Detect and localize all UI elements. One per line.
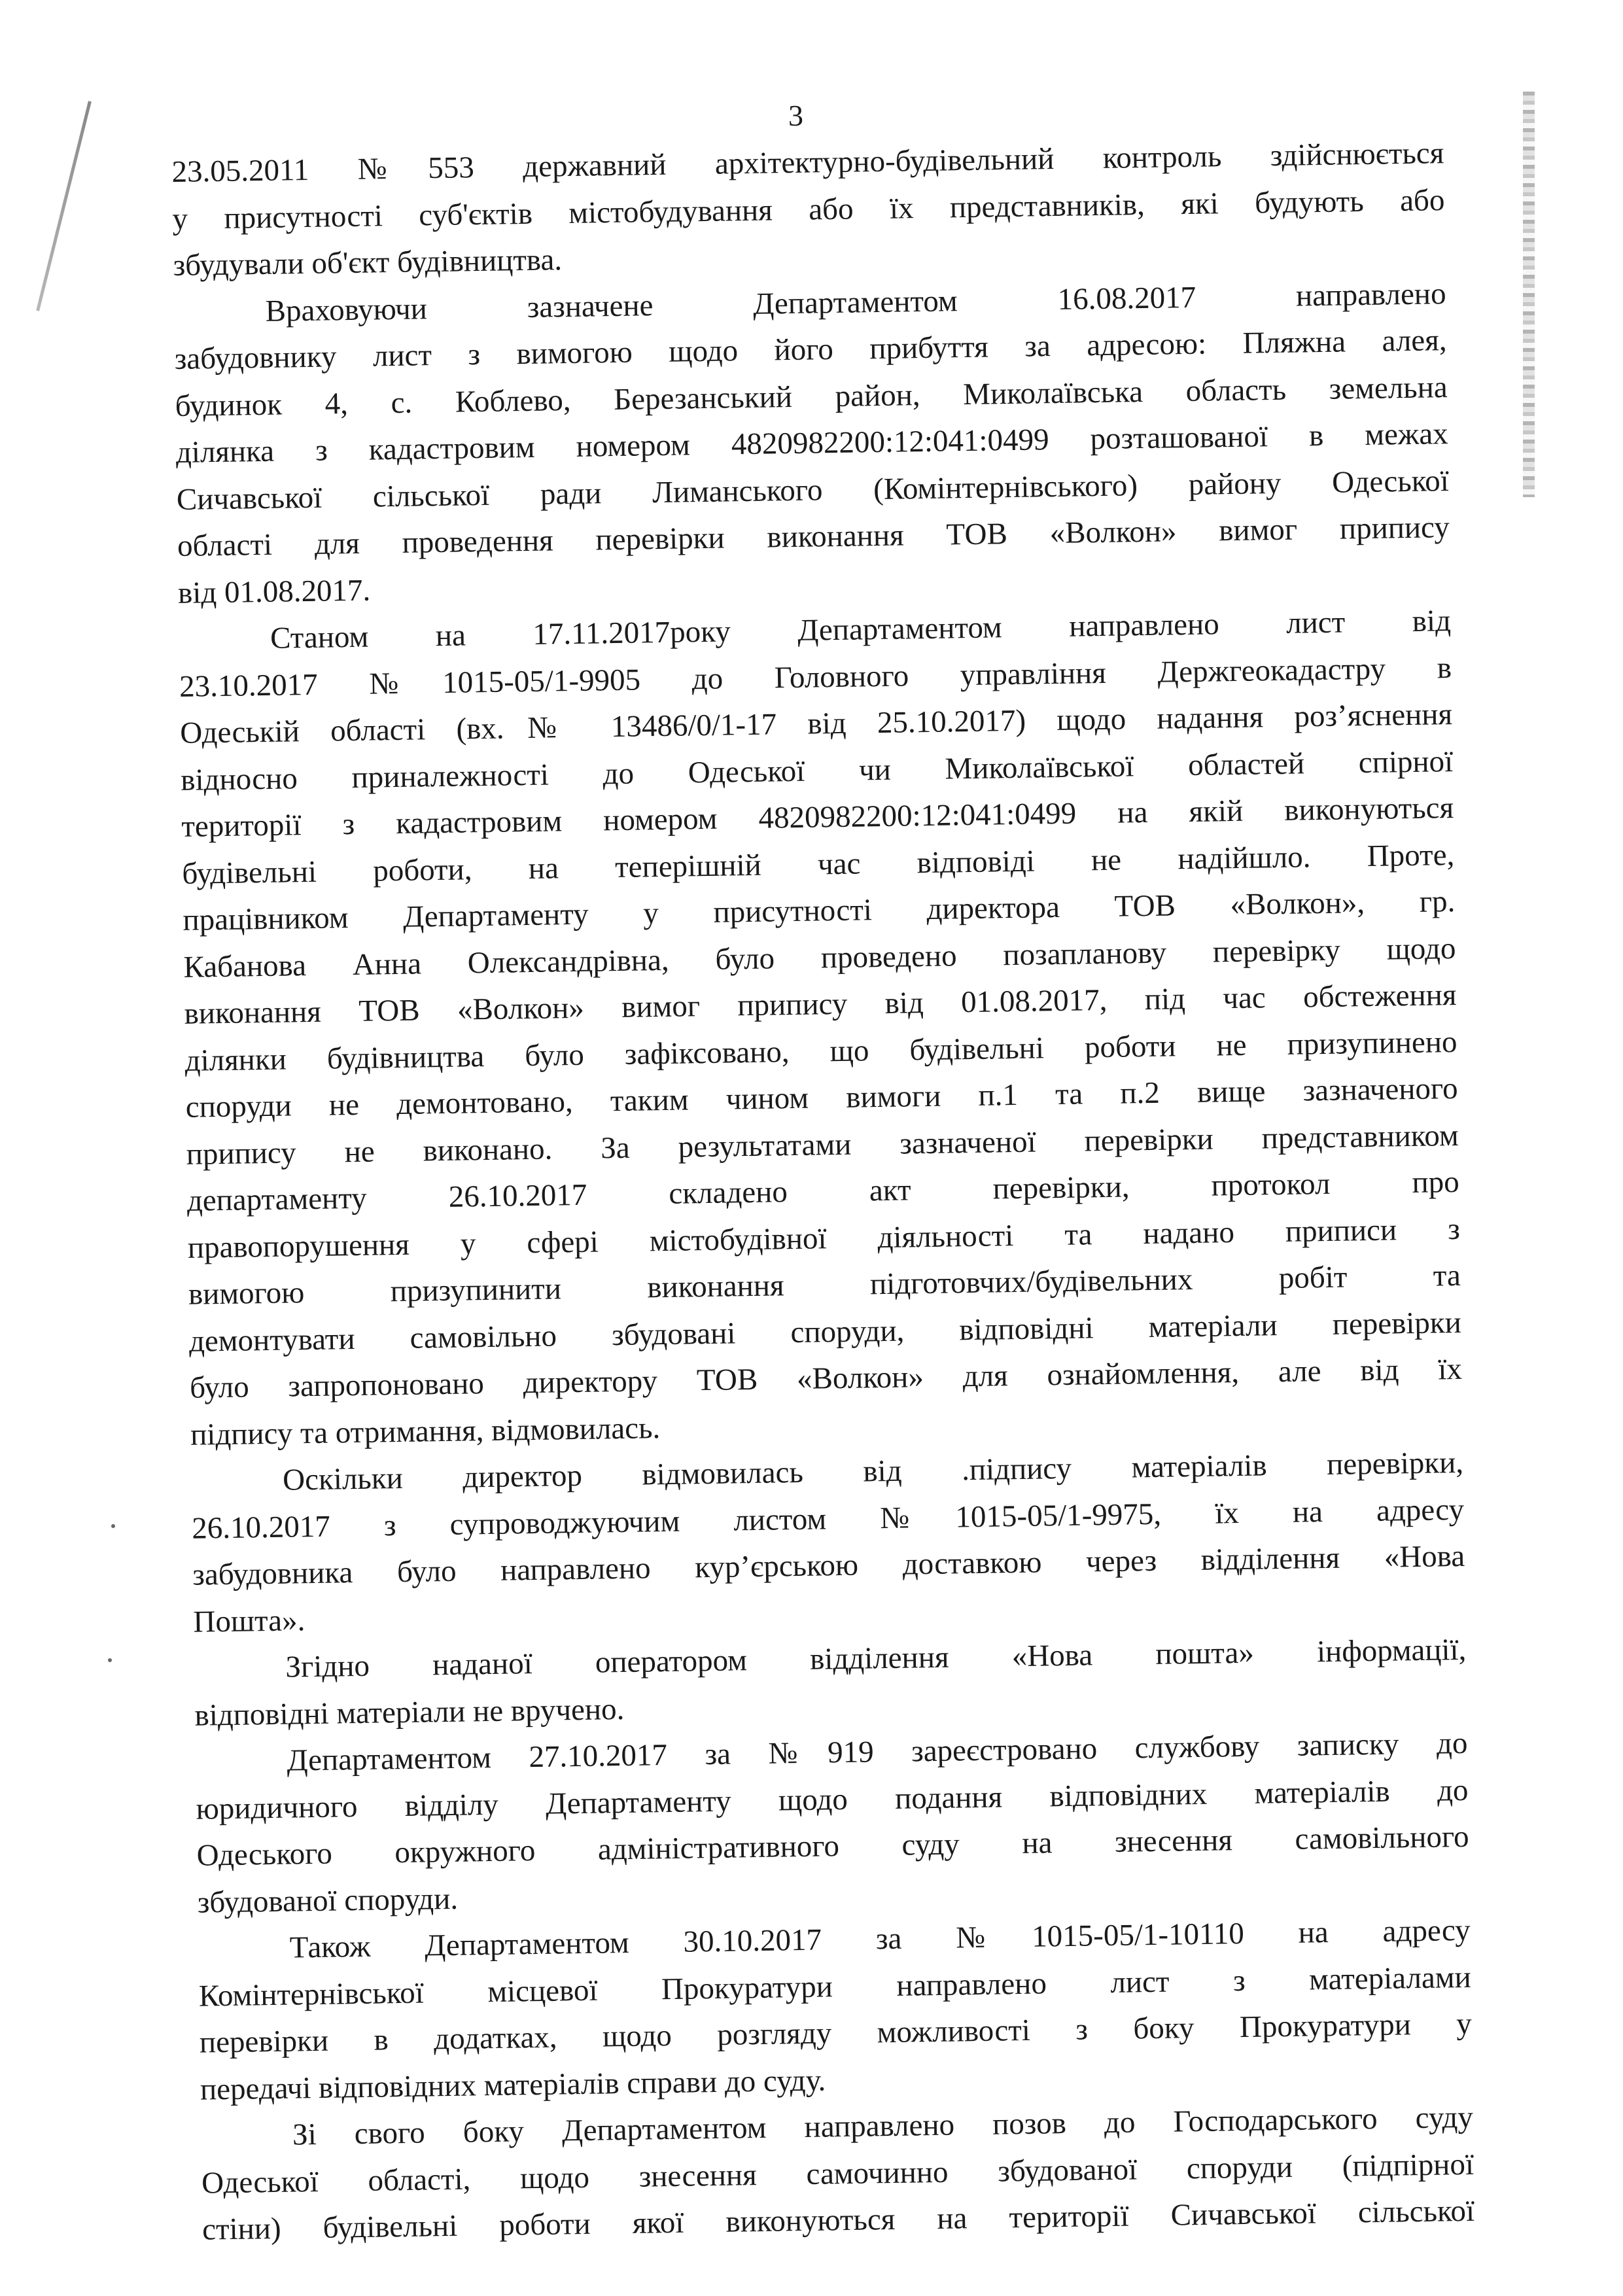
- text-line: перевірки в додатках, щодо розгляду можливості з боку Прокуратури у: [199, 2006, 1473, 2060]
- text-line: департаменту 26.10.2017 складено акт перевірки, протокол про: [186, 1164, 1460, 1218]
- text-line: будівельні роботи, на теперішній час відповіді не надійшло. Проте,: [182, 837, 1455, 891]
- text-line: Станом на 17.11.2017року Департаментом направлено лист від: [270, 604, 1452, 655]
- text-line: забудовника було направлено кур’єрською доставкою через відділення «Нова: [192, 1539, 1465, 1592]
- page-number: 3: [788, 99, 803, 132]
- text-line: Одеської області, щодо знесення самочинно збудованої споруди (підпірної: [201, 2147, 1475, 2200]
- text-line: ділянка з кадастровим номером 4820982200:12:041:0499 розташованої в межах: [175, 417, 1449, 470]
- text-line: правопорушення у сфері містобудівної діяльності та надано приписи з: [187, 1211, 1461, 1265]
- text-line: Сичавської сільської ради Лиманського (Комінтернівського) району Одеської: [176, 463, 1450, 517]
- text-line: 23.05.2011 №553 державний архітектурно-будівельний контроль здійснюється: [171, 136, 1444, 189]
- text-line: Департаментом 27.10.2017 за №919 зареєстровано службову записку до: [287, 1726, 1468, 1778]
- text-line: працівником Департаменту у присутності директора ТОВ «Волкон», гр.: [183, 884, 1456, 937]
- paragraph: [171, 130, 1446, 289]
- text-line: стіни) будівельні роботи якої виконуються на території Сичавської сільської: [201, 2193, 1475, 2247]
- text-line: збудували об'єкт будівництва.: [173, 243, 563, 283]
- scan-edge-mark: [36, 101, 92, 311]
- paragraph: [173, 271, 1450, 617]
- text-line: юридичного відділу Департаменту щодо подання відповідних матеріалів до: [196, 1773, 1469, 1826]
- text-line: Також Департаментом 30.10.2017 за №1015-05/1-10110 на адресу: [289, 1913, 1471, 1965]
- text-line: від 01.08.2017.: [177, 573, 371, 610]
- paragraph: [201, 2095, 1475, 2253]
- text-line: Оскільки директор відмовилась від .підпису матеріалів перевірки,: [282, 1445, 1464, 1497]
- paragraph: [198, 1907, 1473, 2113]
- text-line: вимогою призупинити виконання підготовчих/будівельних робіт та: [188, 1258, 1461, 1312]
- text-line: Згідно наданої оператором відділення «Нова пошта» інформації,: [285, 1632, 1467, 1684]
- text-line: у присутності суб'єктів містобудування або їх представників, які будують або: [172, 183, 1445, 236]
- text-line: Комінтернівської місцевої Прокуратури направлено лист з матеріалами: [198, 1960, 1472, 2013]
- text-line: демонтувати самовільно збудовані споруди, відповідні матеріали перевірки: [188, 1305, 1462, 1359]
- text-line: Одеського окружного адміністративного суду на знесення самовільного: [196, 1819, 1469, 1873]
- text-line: підпису та отримання, відмовилась.: [190, 1410, 661, 1452]
- text-line: Враховуючи зазначене Департаментом 16.08.2017 направлено: [265, 276, 1446, 328]
- text-line: Одеській області (вх.№ 13486/0/1-17 від 25.10.2017) щодо надання роз’яснення: [179, 697, 1453, 750]
- text-line: Пошта».: [193, 1603, 305, 1639]
- paragraph: [194, 1627, 1467, 1739]
- text-line: будинок 4, с. Коблево, Березанський район, Миколаївська область земельна: [175, 370, 1448, 423]
- text-line: виконання ТОВ «Волкон» вимог припису від 01.08.2017, під час обстеження: [184, 978, 1457, 1031]
- text-line: збудованої споруди.: [197, 1881, 459, 1920]
- paragraph: [195, 1720, 1470, 1926]
- text-line: забудовнику лист з вимогою щодо його прибуття за адресою: Пляжна алея,: [174, 323, 1447, 376]
- scan-speck: [108, 1658, 112, 1662]
- text-line: Кабанова Анна Олександрівна, було проведено позапланову перевірку щодо: [183, 931, 1456, 984]
- text-line: ділянки будівництва було зафіксовано, що будівельні роботи не призупинено: [184, 1024, 1457, 1078]
- scan-edge-mark: [1523, 92, 1535, 497]
- text-line: області для проведення перевірки виконання ТОВ «Волкон» вимог припису: [177, 510, 1450, 563]
- text-line: 26.10.2017 з супроводжуючим листом №1015-05/1-9975, їх на адресу: [191, 1492, 1465, 1546]
- text-line: відповідні матеріали не вручено.: [194, 1692, 625, 1733]
- document-body: [171, 130, 1475, 2253]
- text-line: було запропоновано директору ТОВ «Волкон» для ознайомлення, але від їх: [189, 1351, 1463, 1405]
- paragraph: [179, 598, 1463, 1459]
- text-line: передачі відповідних матеріалів справи до суду.: [200, 2062, 826, 2107]
- text-line: 23.10.2017 №1015-05/1-9905 до Головного управління Держгеокадастру в: [179, 650, 1452, 704]
- text-line: Зі свого боку Департаментом направлено позов до Господарського суду: [292, 2100, 1474, 2152]
- text-line: споруди не демонтовано, таким чином вимоги п.1 та п.2 вище зазначеного: [185, 1071, 1458, 1124]
- text-line: відносно приналежності до Одеської чи Миколаївської областей спірної: [180, 744, 1454, 797]
- scan-speck: [111, 1524, 115, 1528]
- paragraph: [191, 1440, 1466, 1646]
- text-line: території з кадастровим номером 4820982200:12:041:0499 на якій виконуються: [181, 791, 1454, 844]
- text-line: припису не виконано. За результатами зазначеної перевірки представником: [186, 1118, 1459, 1172]
